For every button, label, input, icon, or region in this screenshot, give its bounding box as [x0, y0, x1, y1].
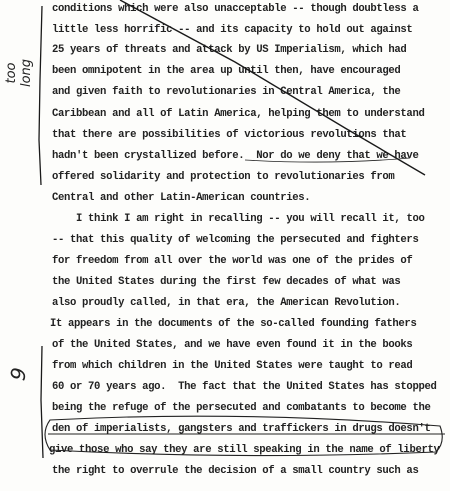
text-line: the right to overrule the decision of a small country such as [52, 465, 419, 477]
text-line: den of imperialists, gangsters and traffickers in drugs doesn't [52, 423, 431, 435]
text-line: little less horrific -- and its capacity to hold out against [52, 24, 413, 36]
text-line: Central and other Latin-American countries. [52, 192, 311, 204]
text-line: been omnipotent in the area up until then, have encouraged [52, 65, 401, 77]
text-line: 60 or 70 years ago. The fact that the United States has stopped [52, 381, 437, 393]
text-line: give those who say they are still speaking in the name of liberty [49, 444, 440, 456]
margin-bracket [39, 6, 42, 185]
text-line: and given faith to revolutionaries in Central America, the [52, 86, 401, 98]
text-line: Caribbean and all of Latin America, helping them to understand [52, 108, 425, 120]
text-line: also proudly called, in that era, the American Revolution. [52, 297, 401, 309]
text-line: being the refuge of the persecuted and combatants to become the [52, 402, 431, 414]
text-line: that there are possibilities of victorious revolutions that [52, 129, 407, 141]
text-line: conditions which were also unacceptable -- though doubtless a [52, 3, 419, 15]
text-line: I think I am right in recalling -- you will recall it, too [46, 213, 425, 225]
margin-note-too-long: too long [4, 58, 34, 88]
text-line: for freedom from all over the world was one of the prides of [52, 255, 413, 267]
text-line: offered solidarity and protection to revolutionaries from [52, 171, 395, 183]
text-line: It appears in the documents of the so-called founding fathers [50, 318, 417, 330]
text-line: from which children in the United States were taught to read [52, 360, 413, 372]
text-line: -- that this quality of welcoming the persecuted and fighters [52, 234, 419, 246]
text-line: hadn't been crystallized before. Nor do we deny that we have [52, 150, 419, 162]
text-line: of the United States, and we have even found it in the books [52, 339, 413, 351]
text-line: the United States during the first few decades of what was [52, 276, 401, 288]
margin-note-number: 9 [5, 365, 32, 383]
margin-bracket-lower [41, 346, 43, 458]
text-line: 25 years of threats and attack by US Imperialism, which had [52, 44, 407, 56]
